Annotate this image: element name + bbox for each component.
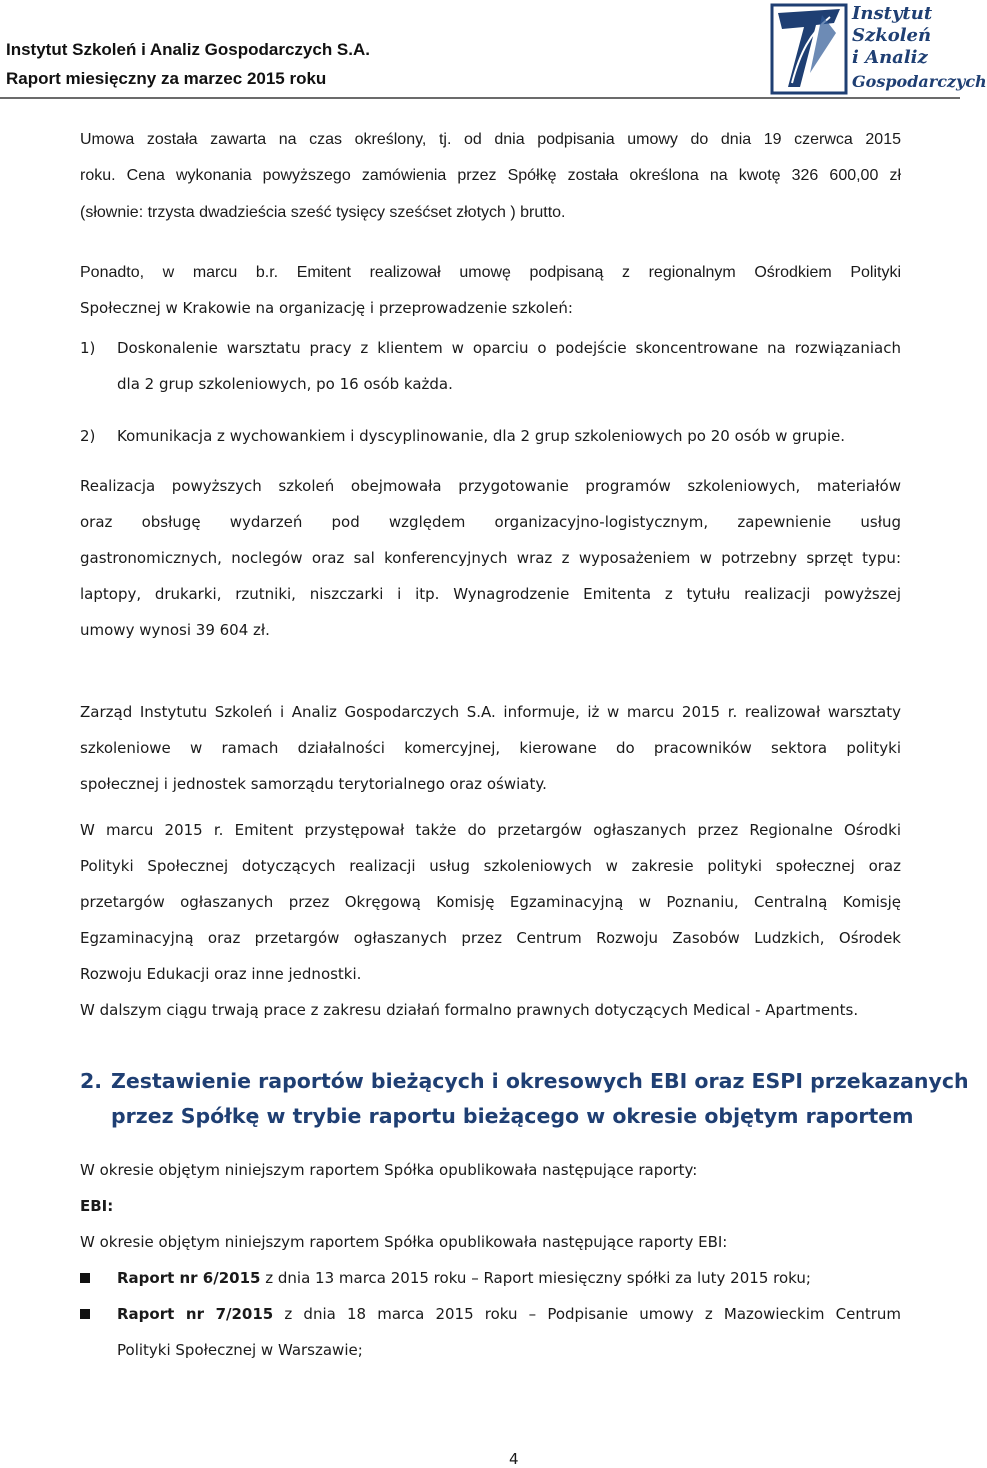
para4-line1: Zarząd Instytutu Szkoleń i Analiz Gospodarczych S.A. informuje, iż w marcu 2015 r. realizował warsztaty xyxy=(80,703,901,721)
para1-line2: roku. Cena wykonania powyższego zamówienia przez Spółkę została określona na kwotę 326 600,00 zł xyxy=(80,167,901,184)
org-name: Instytut Szkoleń i Analiz Gospodarczych S.A. xyxy=(6,40,370,59)
ebi-label: EBI: xyxy=(80,1197,114,1215)
para5-line3: przetargów ogłaszanych przez Okręgową Komisję Egzaminacyjną w Poznaniu, Centralną Komisję xyxy=(80,893,901,911)
logo-word-2: Szkoleń xyxy=(852,25,932,46)
list1-item1-line1: Doskonalenie warsztatu pracy z klientem w oparciu o podejście skoncentrowane na rozwiązaniach xyxy=(117,339,901,357)
bullet1-bold: Raport nr 6/2015 xyxy=(117,1269,261,1287)
quill-emblem-icon xyxy=(770,3,848,95)
bullet2 xyxy=(117,1304,901,1324)
list1-item2-line1: Komunikacja z wychowankiem i dyscyplinowanie, dla 2 grup szkoleniowych po 20 osób w grupie. xyxy=(117,427,845,445)
section2-title-line2: przez Spółkę w trybie raportu bieżącego w okresie objętym raportem xyxy=(111,1104,914,1128)
para4-line2: szkoleniowe w ramach działalności komercyjnej, kierowane do pracowników sektora polityki xyxy=(80,739,901,757)
company-logo xyxy=(770,3,987,97)
para7: W okresie objętym niniejszym raportem Spółka opublikowała następujące raporty: xyxy=(80,1161,698,1179)
bullet1-text: z dnia 13 marca 2015 roku – Raport miesięczny spółki za luty 2015 roku; xyxy=(260,1269,811,1287)
para4-line3: społecznej i jednostek samorządu terytorialnego oraz oświaty. xyxy=(80,775,547,793)
report-title: Raport miesięczny za marzec 2015 roku xyxy=(6,69,327,88)
para3-line1: Realizacja powyższych szkoleń obejmowała przygotowanie programów szkoleniowych, materiałów xyxy=(80,477,901,495)
logo-word-3: i Analiz xyxy=(852,47,928,68)
para5-line4: Egzaminacyjną oraz przetargów ogłaszanych przez Centrum Rozwoju Zasobów Ludzkich, Ośrodek xyxy=(80,929,901,947)
list1-num1: 1) xyxy=(80,339,96,357)
bullet2-bold: Raport nr 7/2015 xyxy=(117,1305,274,1323)
section2-title-line1: Zestawienie raportów bieżących i okresowych EBI oraz ESPI przekazanych xyxy=(111,1069,969,1093)
para2-line1: Ponadto, w marcu b.r. Emitent realizował umowę podpisaną z regionalnym Ośrodkiem Polityki xyxy=(80,264,901,281)
para6: W dalszym ciągu trwają prace z zakresu działań formalno prawnych dotyczących Medical - Apartments. xyxy=(80,1001,859,1019)
para3-line4: laptopy, drukarki, rzutniki, niszczarki i itp. Wynagrodzenie Emitenta z tytułu realizacji powyższej xyxy=(80,585,901,603)
para5-line5: Rozwoju Edukacji oraz inne jednostki. xyxy=(80,965,362,983)
para1-line3: (słownie: trzysta dwadzieścia sześć tysięcy sześćset złotych ) brutto. xyxy=(80,204,566,221)
para5-line1: W marcu 2015 r. Emitent przystępował także do przetargów ogłaszanych przez Regionalne Ośrodki xyxy=(80,821,901,839)
para1-line1: Umowa została zawarta na czas określony, tj. od dnia podpisania umowy do dnia 19 czerwca 2015 xyxy=(80,131,901,148)
page-header xyxy=(0,0,987,100)
section2-number: 2. xyxy=(80,1069,103,1093)
logo-word-4: Gospodarczych xyxy=(852,72,987,91)
para3-line3: gastronomicznych, noclegów oraz sal konferencyjnych wraz z wyposażeniem w potrzebny sprzęt typu: xyxy=(80,549,901,567)
header-divider xyxy=(0,97,960,99)
para2-line2: Społecznej w Krakowie na organizację i przeprowadzenie szkoleń: xyxy=(80,299,573,317)
bullet2-line2: Polityki Społecznej w Warszawie; xyxy=(117,1341,363,1359)
para8: W okresie objętym niniejszym raportem Spółka opublikowała następujące raporty EBI: xyxy=(80,1233,728,1251)
bullet-marker xyxy=(80,1309,90,1319)
bullet-marker xyxy=(80,1273,90,1283)
logo-word-1: Instytut xyxy=(852,3,933,24)
bullet2-text: z dnia 18 marca 2015 roku – Podpisanie umowy z Mazowieckim Centrum xyxy=(273,1305,901,1323)
page-number: 4 xyxy=(509,1450,519,1468)
para3-line2: oraz obsługę wydarzeń pod względem organizacyjno-logistycznym, zapewnienie usług xyxy=(80,513,901,531)
para3-line5: umowy wynosi 39 604 zł. xyxy=(80,621,270,639)
list1-num2: 2) xyxy=(80,427,96,445)
bullet1 xyxy=(117,1268,901,1288)
list1-item1-line2: dla 2 grup szkoleniowych, po 16 osób każda. xyxy=(117,375,453,393)
para5-line2: Polityki Społecznej dotyczących realizacji usług szkoleniowych w zakresie polityki społecznej oraz xyxy=(80,857,901,875)
